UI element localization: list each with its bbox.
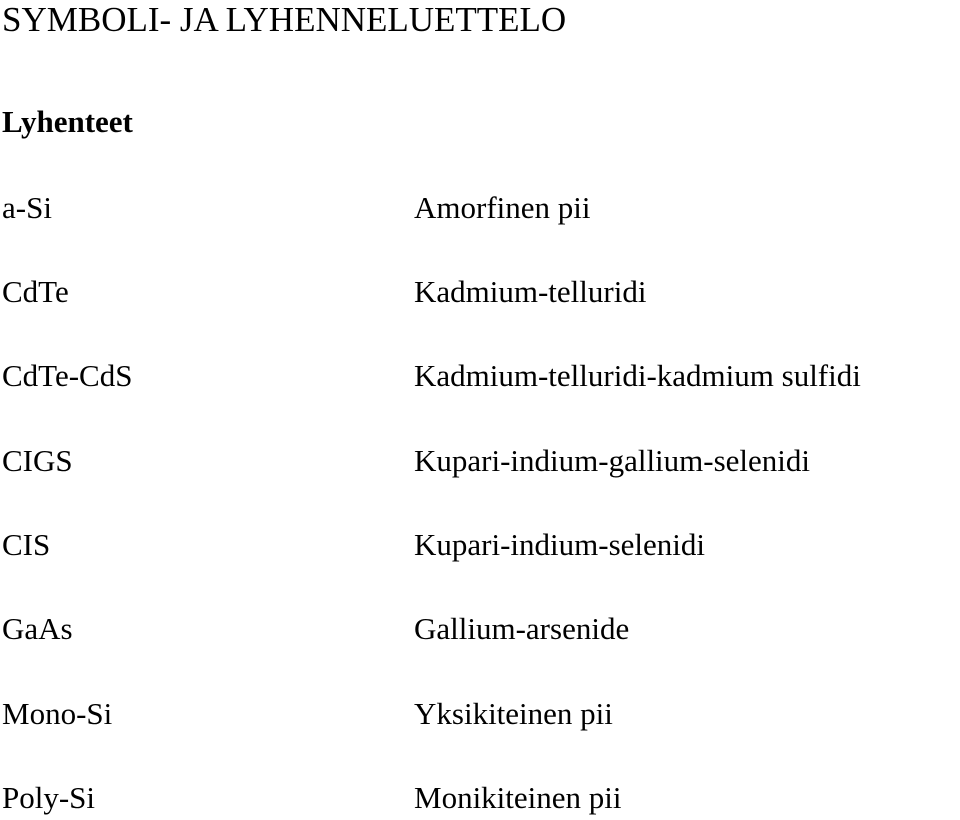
list-item [0, 609, 960, 649]
list-item [0, 694, 960, 734]
abbreviation-term: a-Si [2, 190, 52, 225]
abbreviation-term: GaAs [2, 611, 73, 646]
list-item [0, 525, 960, 565]
abbreviation-term: Poly-Si [2, 780, 96, 815]
section-heading: Lyhenteet [2, 104, 133, 139]
abbreviation-definition: Kupari-indium-selenidi [414, 527, 705, 562]
list-item [0, 441, 960, 481]
abbreviation-definition: Kadmium-telluridi [414, 274, 647, 309]
abbreviation-term: Mono-Si [2, 696, 113, 731]
list-item [0, 272, 960, 312]
abbreviation-term: CdTe [2, 274, 69, 309]
list-item [0, 356, 960, 396]
abbreviation-term: CdTe-CdS [2, 358, 133, 393]
abbreviation-definition: Kupari-indium-gallium-selenidi [414, 443, 811, 478]
page-title: SYMBOLI- JA LYHENNELUETTELO [2, 0, 567, 39]
abbreviation-term: CIS [2, 527, 51, 562]
abbreviation-definition: Yksikiteinen pii [414, 696, 613, 731]
list-item [0, 778, 960, 818]
abbreviation-definition: Gallium-arsenide [414, 611, 630, 646]
abbreviation-term: CIGS [2, 443, 73, 478]
abbreviation-definition: Monikiteinen pii [414, 780, 622, 815]
list-item [0, 188, 960, 228]
abbreviation-definition: Amorfinen pii [414, 190, 591, 225]
abbreviation-definition: Kadmium-telluridi-kadmium sulfidi [414, 358, 861, 393]
